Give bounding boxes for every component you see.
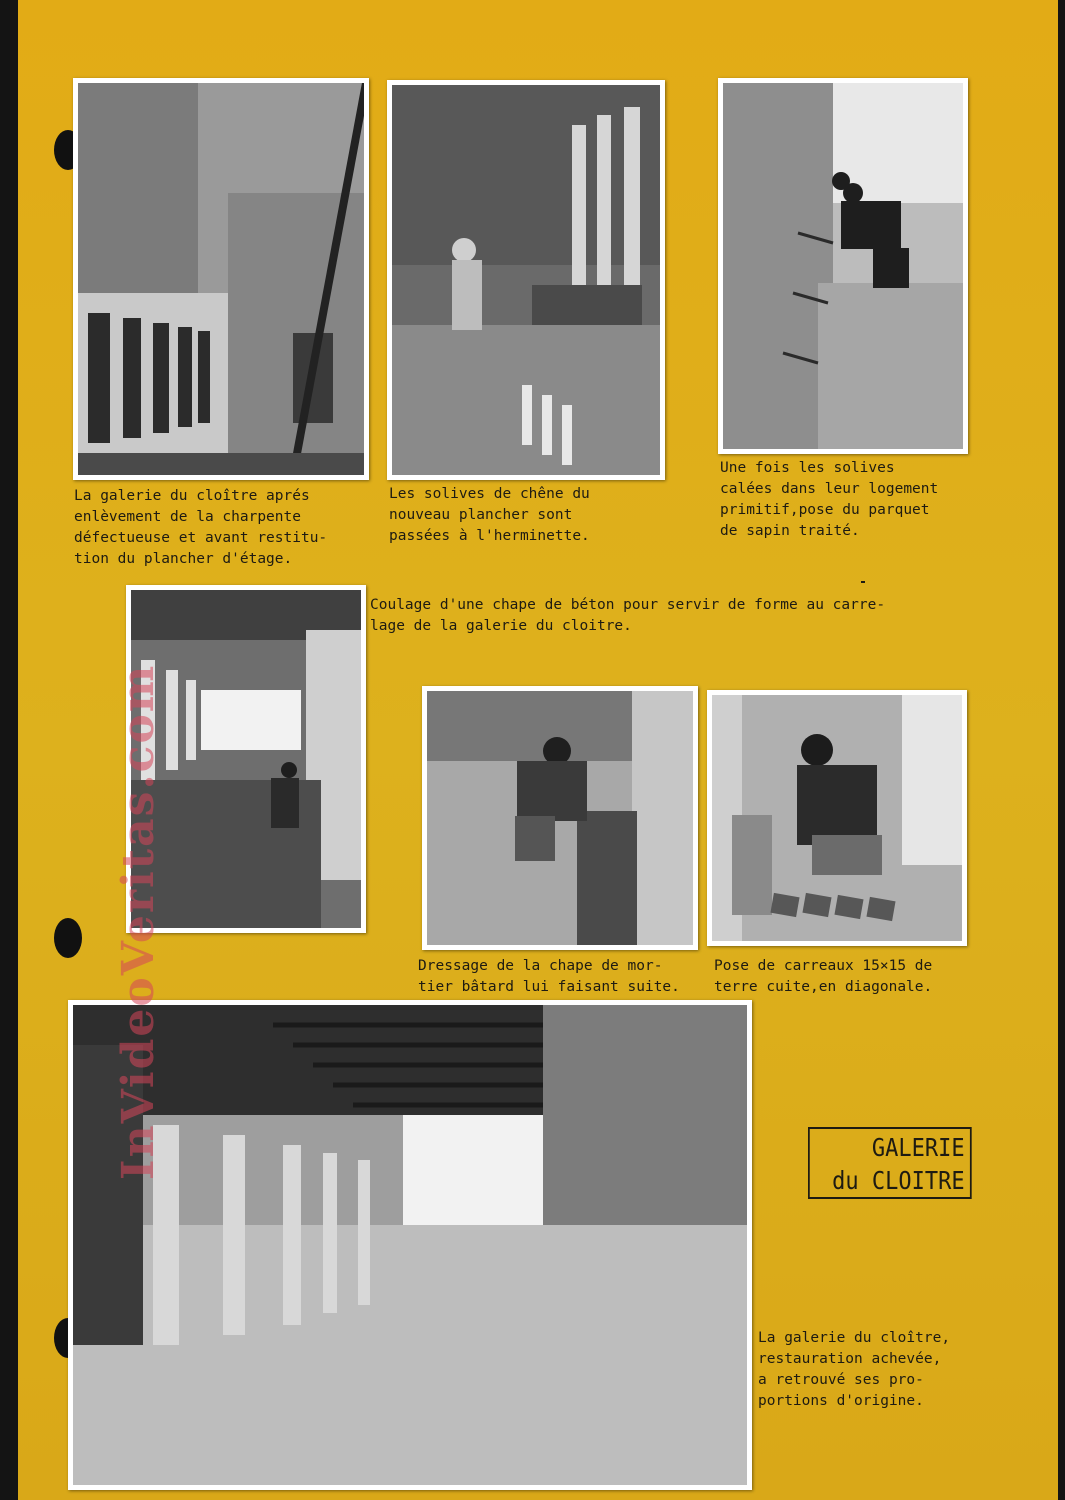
photo-gallery-before xyxy=(73,78,369,480)
caption-floor-parquet: Une fois les solives calées dans leur logement primitif,pose du parquet de sapin traité. xyxy=(720,460,939,539)
photo-mortar-leveling xyxy=(422,686,698,950)
title-box xyxy=(808,1127,972,1199)
caption-mortar-leveling: Dressage de la chape de mor- tier bâtard lui faisant suite. xyxy=(418,958,680,995)
photo-adze-beams xyxy=(387,80,665,480)
caption-gallery-before: La galerie du cloître aprés enlèvement de la charpente défectueuse et avant restitu- tion du plancher d'étage. xyxy=(74,488,328,567)
photo-floor-parquet xyxy=(718,78,968,454)
watermark-text: InVideoVeritas.com xyxy=(113,663,164,1180)
caption-adze-beams: Les solives de chêne du nouveau plancher sont passées à l'herminette. xyxy=(389,486,590,544)
photo-gallery-restored xyxy=(68,1000,752,1490)
caption-gallery-restored: La galerie du cloître, restauration achevée, a retrouvé ses pro- portions d'origine. xyxy=(758,1330,951,1409)
caption-tile-laying: Pose de carreaux 15×15 de terre cuite,en diagonale. xyxy=(714,958,933,995)
title-line-2: du CLOITRE xyxy=(832,1166,965,1195)
caption-concrete-screed: Coulage d'une chape de béton pour servir de forme au carre- lage de la galerie du cloitre. xyxy=(370,597,886,634)
binder-hole-middle xyxy=(54,918,82,958)
photo-tile-laying xyxy=(707,690,967,946)
title-line-1: GALERIE xyxy=(871,1133,965,1162)
mark-dash xyxy=(861,581,865,583)
yellow-sheet xyxy=(18,0,1058,1500)
